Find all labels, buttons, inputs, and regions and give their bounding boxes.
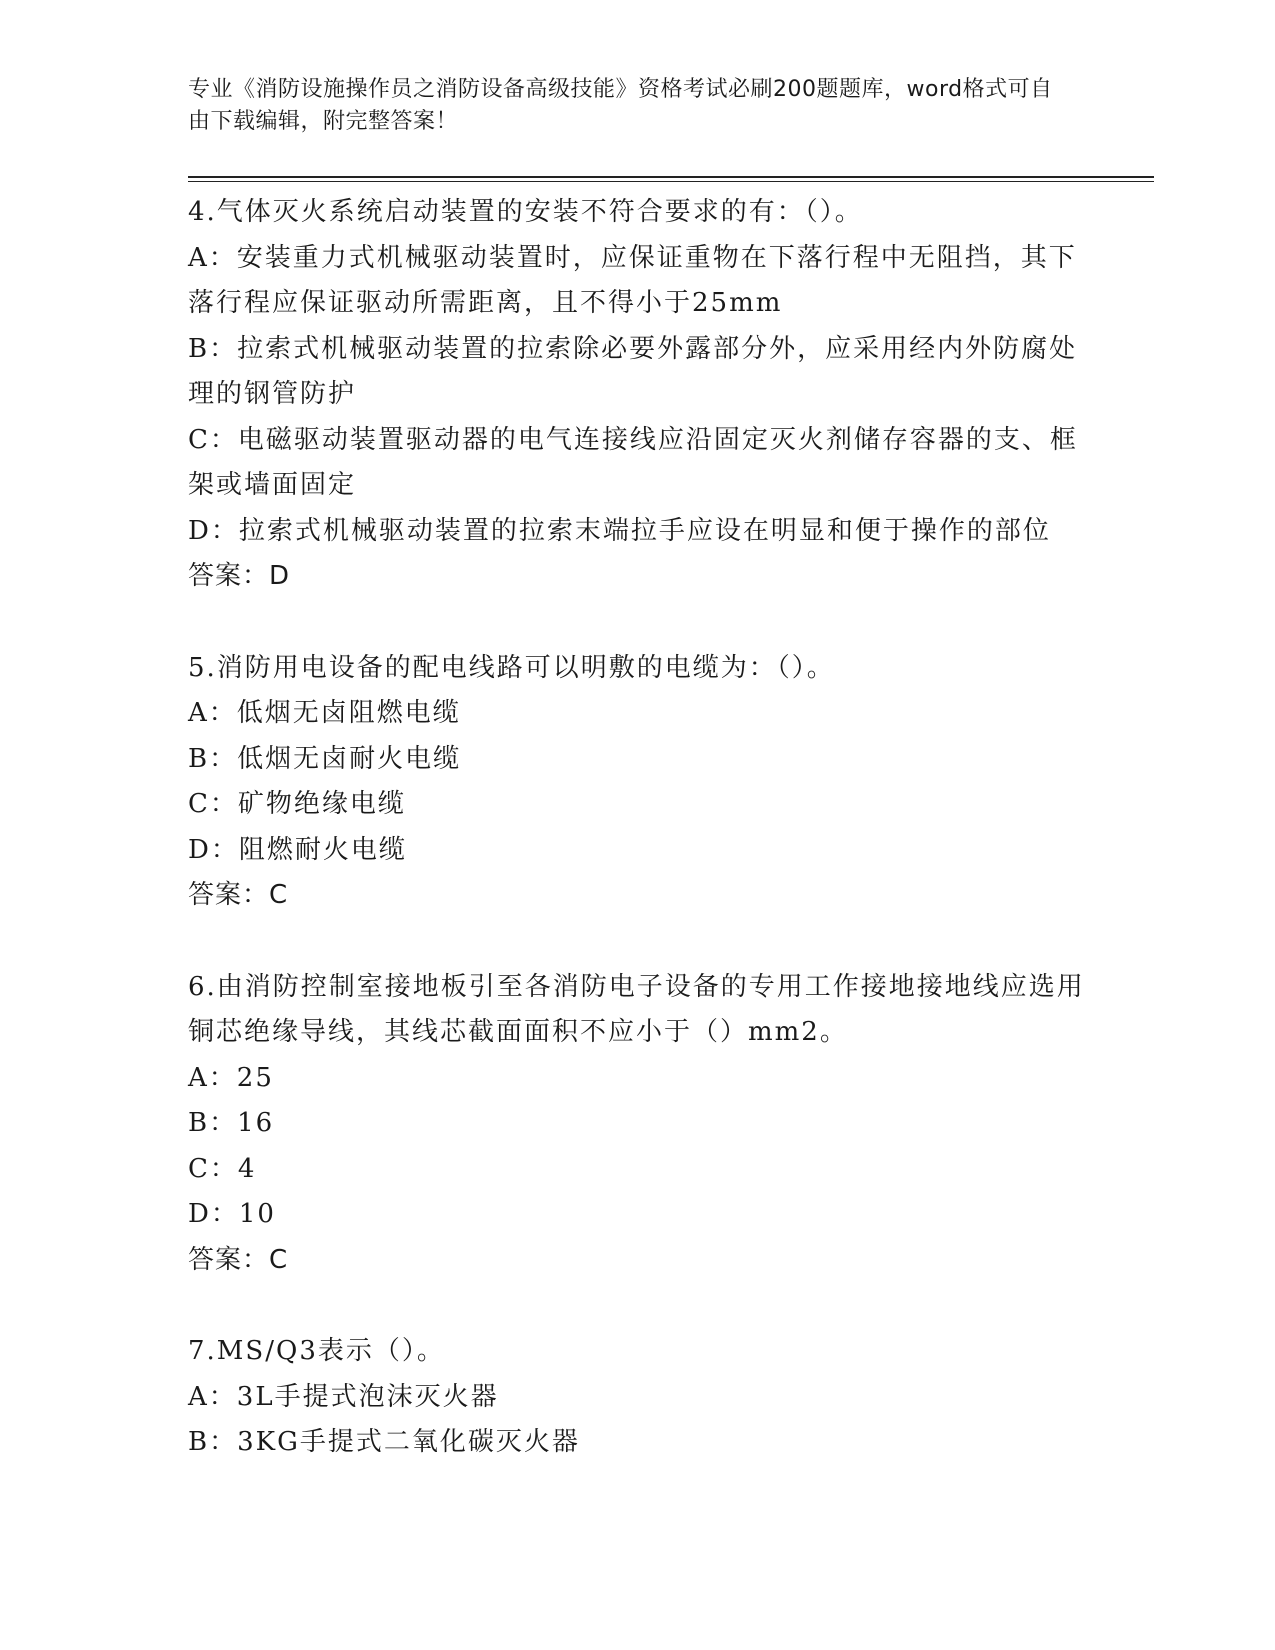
- question-stem: 6.由消防控制室接地板引至各消防电子设备的专用工作接地接地线应选用铜芯绝缘导线，其线芯截面面积不应小于（）mm2。: [188, 971, 1085, 1047]
- answer-text: 答案：D: [188, 561, 291, 591]
- question-stem: 7.MS/Q3表示（）。: [188, 1336, 445, 1366]
- document-header: 专业《消防设施操作员之消防设备高级技能》资格考试必刷200题题库，word格式可自由下载编辑，附完整答案！: [188, 77, 1053, 134]
- option-d: D：阻燃耐火电缆: [188, 834, 407, 865]
- answer-text: 答案：C: [188, 1244, 289, 1275]
- option-c: C：电磁驱动装置驱动器的电气连接线应沿固定灭火剂储存容器的支、框架或墙面固定: [188, 424, 1078, 500]
- option-d: D：拉索式机械驱动装置的拉索末端拉手应设在明显和便于操作的部位: [188, 515, 1051, 546]
- question-7: [188, 1329, 1088, 1466]
- question-6: [188, 965, 1088, 1284]
- option-c: C：4: [188, 1153, 257, 1184]
- header-rule-thin: [188, 181, 1154, 182]
- question-5: [188, 646, 1088, 919]
- question-4: [188, 190, 1088, 600]
- option-b: B：低烟无卤耐火电缆: [188, 743, 462, 774]
- question-list: [188, 190, 1088, 1512]
- option-c: C：矿物绝缘电缆: [188, 789, 406, 819]
- option-b: B：16: [188, 1108, 275, 1138]
- question-stem: 4.气体灭火系统启动装置的安装不符合要求的有：（）。: [188, 197, 863, 227]
- option-a: A：3L手提式泡沫灭火器: [188, 1381, 499, 1412]
- option-a: A：安装重力式机械驱动装置时，应保证重物在下落行程中无阻挡，其下落行程应保证驱动所需距离，且不得小于25mm: [188, 242, 1077, 318]
- header-rule-thick: [188, 176, 1154, 178]
- option-b: B：3KG手提式二氧化碳灭火器: [188, 1427, 580, 1457]
- option-b: B：拉索式机械驱动装置的拉索除必要外露部分外，应采用经内外防腐处理的钢管防护: [188, 333, 1078, 409]
- option-a: A：25: [188, 1062, 274, 1093]
- question-stem: 5.消防用电设备的配电线路可以明敷的电缆为：（）。: [188, 652, 835, 683]
- answer-text: 答案：C: [188, 880, 289, 910]
- option-d: D：10: [188, 1199, 276, 1229]
- option-a: A：低烟无卤阻燃电缆: [188, 698, 461, 728]
